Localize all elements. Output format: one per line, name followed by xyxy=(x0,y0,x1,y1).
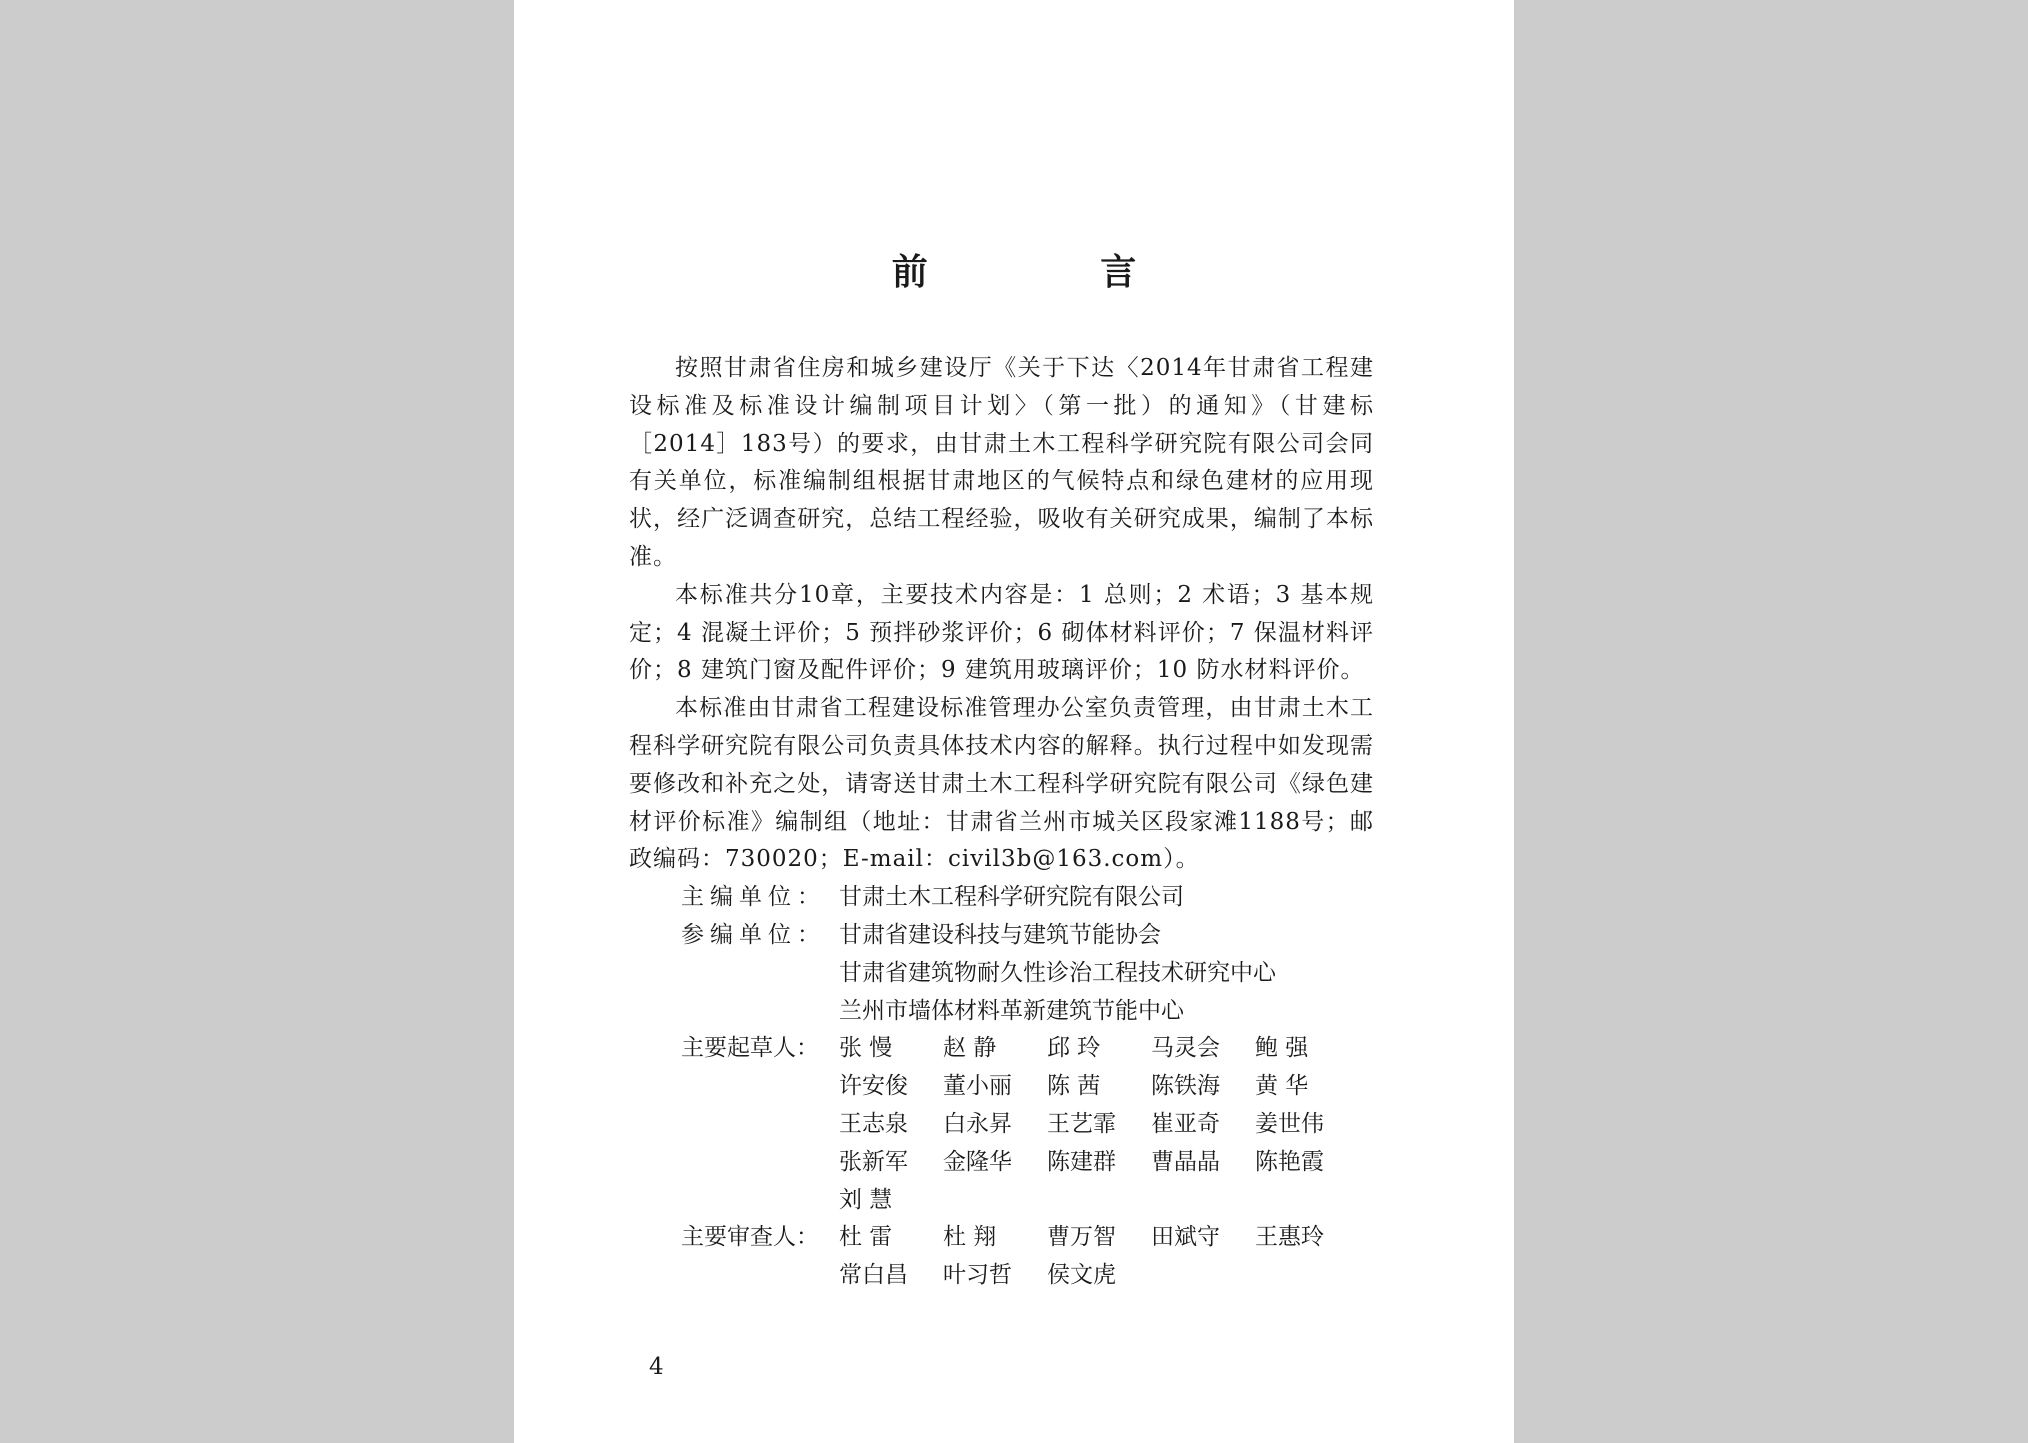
chief-unit-value: 甘肃土木工程科学研究院有限公司 xyxy=(839,884,1184,911)
reviewers-list xyxy=(839,1219,1359,1295)
drafter-name: 崔亚奇 xyxy=(1151,1110,1220,1137)
reviewer-name: 王惠玲 xyxy=(1255,1224,1324,1251)
reviewer-name: 常白昌 xyxy=(839,1262,908,1289)
drafters-list xyxy=(839,1030,1359,1219)
drafter-name: 邱 玲 xyxy=(1047,1035,1101,1062)
paragraph-3: 本标准由甘肃省工程建设标准管理办公室负责管理，由甘肃土木工程科学研究院有限公司负责具体技术内容的解释。执行过程中如发现需要修改和补充之处，请寄送甘肃土木工程科学研究院有限公司《绿色建材评价标准》编制组（地址：甘肃省兰州市城关区段家滩1188号；邮政编码：730020；E-mail：civil3b@163.com）。 xyxy=(629,695,1374,873)
drafters-label: 主要起草人： xyxy=(681,1035,819,1062)
drafter-name: 王志泉 xyxy=(839,1110,908,1137)
reviewer-name: 侯文虎 xyxy=(1047,1262,1116,1289)
drafter-name: 金隆华 xyxy=(943,1148,1012,1175)
reviewers-row xyxy=(629,1219,1374,1295)
participating-unit: 甘肃省建设科技与建筑节能协会 xyxy=(839,921,1161,948)
drafter-name: 陈建群 xyxy=(1047,1148,1116,1175)
chief-unit-label: 主编单位： xyxy=(681,884,826,911)
drafter-name: 陈 茜 xyxy=(1047,1073,1101,1100)
drafter-name: 张 慢 xyxy=(839,1035,893,1062)
drafter-name: 张新军 xyxy=(839,1148,908,1175)
document-page xyxy=(514,0,1514,1443)
participating-units-row xyxy=(629,917,1374,1030)
reviewers-label: 主要审查人： xyxy=(681,1224,819,1251)
drafter-name: 鲍 强 xyxy=(1255,1035,1309,1062)
reviewer-name: 杜 翔 xyxy=(943,1224,997,1251)
drafter-name: 陈铁海 xyxy=(1151,1073,1220,1100)
drafter-name: 黄 华 xyxy=(1255,1073,1309,1100)
participating-unit: 兰州市墙体材料革新建筑节能中心 xyxy=(839,997,1184,1024)
page-title: 前 言 xyxy=(891,251,1217,293)
drafter-name: 许安俊 xyxy=(839,1073,908,1100)
drafter-name: 马灵会 xyxy=(1151,1035,1220,1062)
drafter-name: 王艺霏 xyxy=(1047,1110,1116,1137)
participating-units-label: 参编单位： xyxy=(681,921,826,948)
drafter-name: 刘 慧 xyxy=(839,1186,893,1213)
participating-unit: 甘肃省建筑物耐久性诊治工程技术研究中心 xyxy=(839,959,1276,986)
drafter-name: 陈艳霞 xyxy=(1255,1148,1324,1175)
chief-unit-row xyxy=(629,879,1374,917)
drafter-name: 白永昇 xyxy=(943,1110,1012,1137)
drafter-name: 董小丽 xyxy=(943,1073,1012,1100)
reviewer-name: 叶习哲 xyxy=(943,1262,1012,1289)
preface-body xyxy=(629,350,1374,1295)
paragraph-1: 按照甘肃省住房和城乡建设厅《关于下达〈2014年甘肃省工程建设标准及标准设计编制项目计划〉（第一批）的通知》（甘建标［2014］183号）的要求，由甘肃土木工程科学研究院有限公司会同有关单位，标准编制组根据甘肃地区的气候特点和绿色建材的应用现状，经广泛调查研究，总结工程经验，吸收有关研究成果，编制了本标准。 xyxy=(629,355,1374,570)
paragraph-2: 本标准共分10章，主要技术内容是：1 总则；2 术语；3 基本规定；4 混凝土评价；5 预拌砂浆评价；6 砌体材料评价；7 保温材料评价；8 建筑门窗及配件评价；9 建筑用玻璃评价；10 防水材料评价。 xyxy=(629,581,1374,684)
reviewer-name: 杜 雷 xyxy=(839,1224,893,1251)
reviewer-name: 曹万智 xyxy=(1047,1224,1116,1251)
drafter-name: 姜世伟 xyxy=(1255,1110,1324,1137)
drafter-name: 曹晶晶 xyxy=(1151,1148,1220,1175)
page-number: 4 xyxy=(649,1354,664,1380)
reviewer-name: 田斌守 xyxy=(1151,1224,1220,1251)
drafters-row xyxy=(629,1030,1374,1219)
drafter-name: 赵 静 xyxy=(943,1035,997,1062)
participating-units-list xyxy=(839,917,1276,1030)
